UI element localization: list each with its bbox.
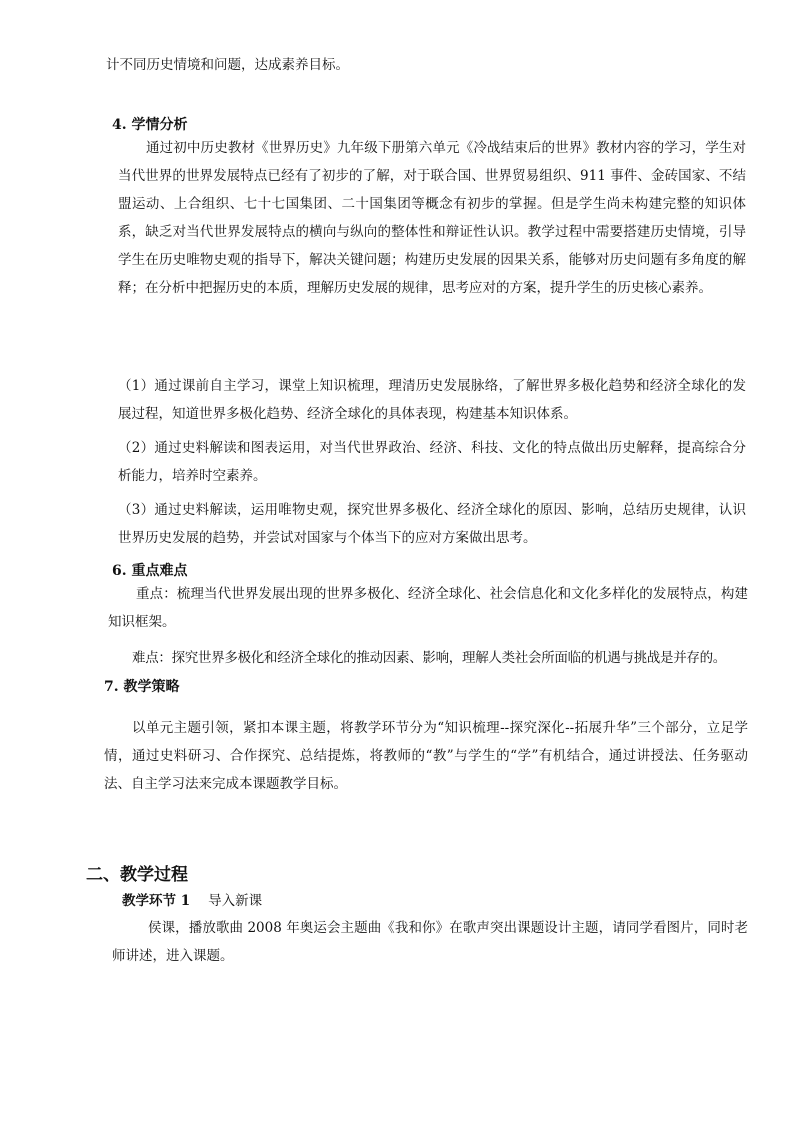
objective-2: （2）通过史料解读和图表运用，对当代世界政治、经济、科技、文化的特点做出历史解释，提高综合分析能力，培养时空素养。: [118, 440, 746, 484]
step-title: 导入新课: [208, 893, 263, 909]
key-point: 重点：梳理当代世界发展出现的世界多极化、经济全球化、社会信息化和文化多样化的发展特点，构建知识框架。: [108, 586, 748, 630]
step-1-paragraph: 侯课，播放歌曲 2008 年奥运会主题曲《我和你》在歌声突出课题设计主题，请同学看图片，同时老师讲述，进入课题。: [112, 920, 748, 964]
step-label: 教学环节 1: [122, 893, 191, 909]
objective-1: （1）通过课前自主学习，课堂上知识梳理，理清历史发展脉络，了解世界多极化趋势和经济全球化的发展过程，知道世界多极化趋势、经济全球化的具体表现，构建基本知识体系。: [118, 378, 746, 422]
part-2-heading: 二、教学过程: [86, 865, 188, 885]
section-7-paragraph: 以单元主题引领，紧扣本课主题，将教学环节分为“知识梳理--探究深化--拓展升华”三个部分，立足学情，通过史料研习、合作探究、总结提炼，将教师的“教”与学生的“学”有机结合，通过讲授法、任务驱动法、自主学习法来完成本课题教学目标。: [104, 720, 748, 792]
section-6-heading: 6. 重点难点: [112, 563, 188, 579]
intro-line: 计不同历史情境和问题，达成素养目标。: [106, 57, 349, 73]
section-4-paragraph: 通过初中历史教材《世界历史》九年级下册第六单元《冷战结束后的世界》教材内容的学习，学生对当代世界的世界发展特点已经有了初步的了解，对于联合国、世界贸易组织、911 事件、金砖国家、不结盟运动、上合组织、七十七国集团、二十国集团等概念有初步的掌握。但是学生尚未构建完整的知识体系，缺乏对当代世界发展特点的横向与纵向的整体性和辩证性认识。教学过程中需要搭建历史情境，引导学生在历史唯物史观的指导下，解决关键问题；构建历史发展的因果关系，能够对历史问题有多角度的解释；在分析中把握历史的本质，理解历史发展的规律，思考应对的方案，提升学生的历史核心素养。: [118, 140, 746, 296]
section-7-heading: 7. 教学策略: [104, 679, 180, 695]
section-4-heading: 4. 学情分析: [112, 117, 188, 133]
teaching-step-1: [122, 892, 262, 910]
objective-3: （3）通过史料解读，运用唯物史观，探究世界多极化、经济全球化的原因、影响，总结历史规律，认识世界历史发展的趋势，并尝试对国家与个体当下的应对方案做出思考。: [118, 502, 746, 546]
difficult-point: 难点：探究世界多极化和经济全球化的推动因素、影响，理解人类社会所面临的机遇与挑战是并存的。: [132, 650, 726, 666]
